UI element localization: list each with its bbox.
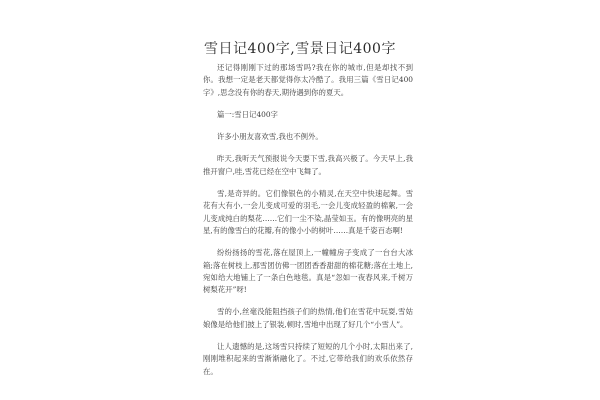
paragraph: 许多小朋友喜欢雪,我也不例外。 [217,132,323,142]
paragraph: 纷纷扬扬的雪花,落在屋顶上,一幢幢房子变成了一台台大冰箱;落在树枝上,那雪团仿佛一团团香香甜甜的棉花糖;落在土地上,宛如给大地铺上了一条白色地毯。真是“忽如一夜春风来,千树万树梨花开”呀! [203,248,413,295]
intro-paragraph: 还记得刚刚下过的那场雪吗?我在你的城市,但是却找不到你。我想一定是老天都觉得你太冷酷了。我用三篇《雪日记400字》,思念没有你的春天,期待遇到你的夏天。 [203,63,413,97]
page-title: 雪日记400字,雪景日记400字 [204,41,396,57]
section-heading: 篇一:雪日记400字 [217,109,278,119]
paragraph: 昨天,我听天气预报说今天要下雪,我高兴极了。今天早上,我推开窗户,哇,雪花已经在空中飞舞了。 [203,154,413,176]
paragraph: 雪,是奇异的。它们像银色的小精灵,在天空中快速起舞。雪花有大有小,一会儿变成可爱的羽毛,一会儿变成轻盈的棉絮,一会儿变成纯白的梨花……它们一尘不染,晶莹如玉。有的像明亮的星星,有的像雪白的花瓣,有的像小小的树叶……真是千姿百态啊! [203,189,413,235]
paragraph: 雪的小,丝毫没能阻挡孩子们的热情,他们在雪花中玩耍,雪姑娘像是给他们披上了银装,顿时,雪地中出现了好几个“小雪人”。 [203,307,413,329]
article-body [203,62,413,378]
paragraph: 让人遗憾的是,这场雪只持续了短短的几个小时,太阳出来了,刚刚堆积起来的雪渐渐融化了。不过,它带给我们的欢乐依然存在。 [203,342,413,376]
